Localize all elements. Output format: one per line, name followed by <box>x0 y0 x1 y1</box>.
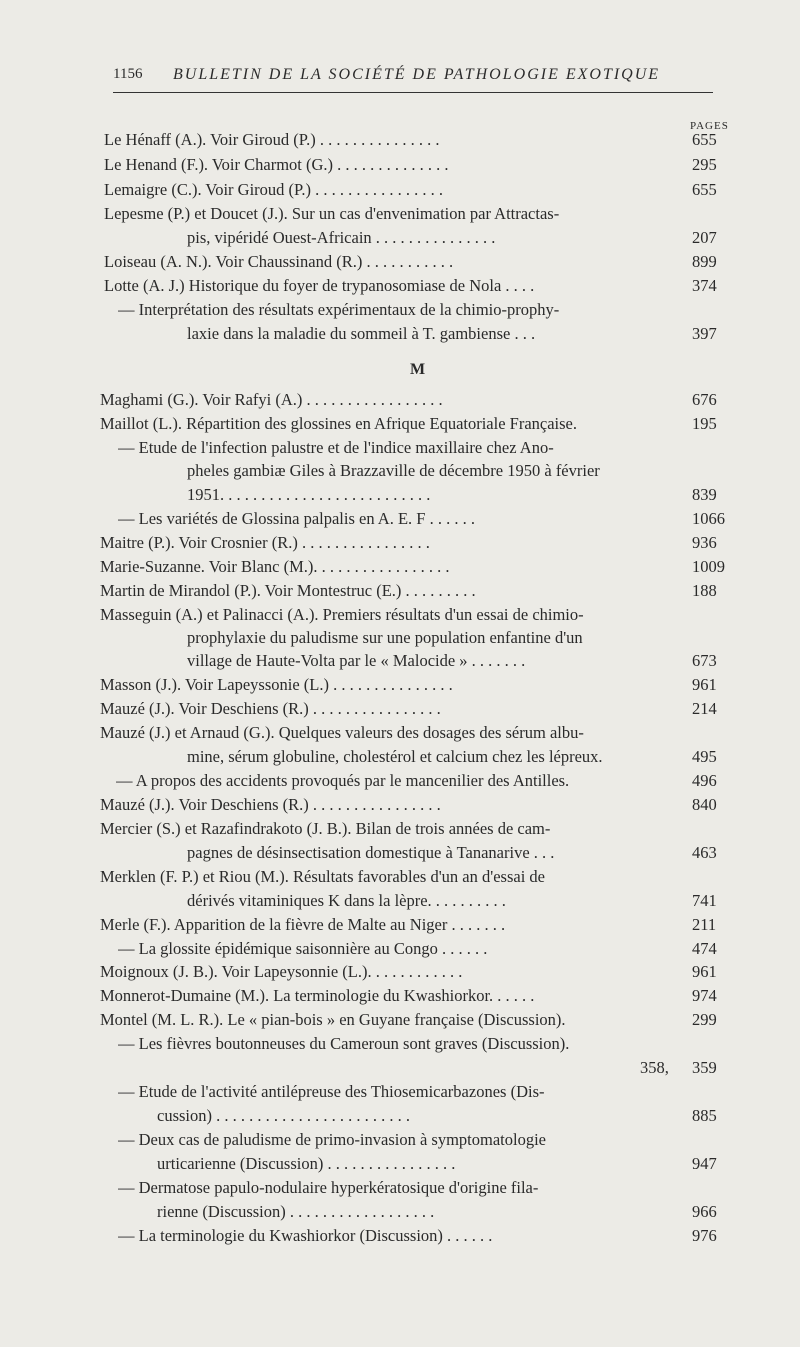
page-ref: 976 <box>692 1226 717 1245</box>
index-line <box>0 675 800 697</box>
index-line <box>0 1106 800 1128</box>
index-line <box>0 605 800 627</box>
page-ref: 207 <box>692 228 717 247</box>
page-ref: 299 <box>692 1010 717 1029</box>
entry-text: — A propos des accidents provoqués par le mancenilier des Antilles. <box>116 771 570 790</box>
entry-text: Lotte (A. J.) Historique du foyer de trypanosomiase de Nola . . . . <box>104 276 535 295</box>
index-line <box>0 628 800 650</box>
page-ref: 741 <box>692 891 717 910</box>
index-line <box>0 581 800 603</box>
index-line <box>0 1154 800 1176</box>
entry-text: — Deux cas de paludisme de primo-invasion à symptomatologie <box>118 1130 546 1149</box>
entry-text: Lepesme (P.) et Doucet (J.). Sur un cas d'envenimation par Attractas- <box>104 204 560 223</box>
index-line <box>0 1226 800 1248</box>
pages-column-label: PAGES <box>690 120 729 132</box>
index-line <box>0 747 800 769</box>
index-line <box>0 1202 800 1224</box>
entry-text: — Les variétés de Glossina palpalis en A. E. F . . . . . . <box>118 509 475 528</box>
page-ref: 655 <box>692 130 717 149</box>
page-ref: 936 <box>692 533 717 552</box>
entry-text: pagnes de désinsectisation domestique à Tananarive . . . <box>187 843 555 862</box>
entry-text: — Interprétation des résultats expérimentaux de la chimio-prophy- <box>118 300 560 319</box>
index-line <box>0 699 800 721</box>
index-line <box>0 1130 800 1152</box>
index-line <box>0 1178 800 1200</box>
entry-text: rienne (Discussion) . . . . . . . . . . . . . . . . . . <box>157 1202 435 1221</box>
entry-text: mine, sérum globuline, cholestérol et calcium chez les lépreux. <box>187 747 603 766</box>
entry-text: Mercier (S.) et Razafindrakoto (J. B.). Bilan de trois années de cam- <box>100 819 551 838</box>
entry-text: Mauzé (J.). Voir Deschiens (R.) . . . . . . . . . . . . . . . . <box>100 699 441 718</box>
page-ref: 673 <box>692 651 717 670</box>
index-line <box>0 228 800 250</box>
index-line <box>0 155 800 177</box>
entry-text: — Etude de l'infection palustre et de l'indice maxillaire chez Ano- <box>118 438 554 457</box>
index-line <box>0 204 800 226</box>
index-line <box>0 867 800 889</box>
entry-text: Moignoux (J. B.). Voir Lapeysonnie (L.). . . . . . . . . . . . <box>100 962 463 981</box>
index-line <box>0 1010 800 1032</box>
page-ref: 359 <box>692 1058 717 1077</box>
index-line <box>0 723 800 745</box>
index-line <box>0 509 800 531</box>
entry-text: Le Henand (F.). Voir Charmot (G.) . . . . . . . . . . . . . . <box>104 155 449 174</box>
entry-text: Masson (J.). Voir Lapeyssonie (L.) . . . . . . . . . . . . . . . <box>100 675 453 694</box>
page-ref: 463 <box>692 843 717 862</box>
page-ref: 676 <box>692 390 717 409</box>
index-line <box>0 557 800 579</box>
page-ref: 974 <box>692 986 717 1005</box>
page-ref: 188 <box>692 581 717 600</box>
index-line <box>0 180 800 202</box>
index-line <box>0 819 800 841</box>
index-line <box>0 324 800 346</box>
page-ref: 961 <box>692 675 717 694</box>
entry-text: Martin de Mirandol (P.). Voir Montestruc (E.) . . . . . . . . . <box>100 581 476 600</box>
page-ref: 397 <box>692 324 717 343</box>
index-line <box>0 1082 800 1104</box>
index-line <box>0 485 800 507</box>
page-ref: 655 <box>692 180 717 199</box>
entry-text: — Les fièvres boutonneuses du Cameroun sont graves (Discussion). <box>118 1034 570 1053</box>
entry-text: cussion) . . . . . . . . . . . . . . . . . . . . . . . . <box>157 1106 410 1125</box>
page-ref: 495 <box>692 747 717 766</box>
entry-text: Lemaigre (C.). Voir Giroud (P.) . . . . . . . . . . . . . . . . <box>104 180 443 199</box>
entry-text: — Etude de l'activité antilépreuse des Thiosemicarbazones (Dis- <box>118 1082 545 1101</box>
entry-text: Monnerot-Dumaine (M.). La terminologie du Kwashiorkor. . . . . . <box>100 986 535 1005</box>
entry-text: 1951. . . . . . . . . . . . . . . . . . . . . . . . . . <box>187 485 431 504</box>
page-ref: 1066 <box>692 509 725 528</box>
index-line <box>0 461 800 483</box>
index-line <box>0 438 800 460</box>
entry-text: Maghami (G.). Voir Rafyi (A.) . . . . . . . . . . . . . . . . . <box>100 390 443 409</box>
entry-text: Merklen (F. P.) et Riou (M.). Résultats favorables d'un an d'essai de <box>100 867 546 886</box>
entry-text: — La glossite épidémique saisonnière au Congo . . . . . . <box>118 939 488 958</box>
page-ref: 496 <box>692 771 717 790</box>
page-number: 1156 <box>113 66 143 82</box>
index-line <box>0 939 800 961</box>
index-line <box>0 1034 800 1056</box>
index-line <box>0 414 800 436</box>
entry-text: Loiseau (A. N.). Voir Chaussinand (R.) . . . . . . . . . . . <box>104 252 454 271</box>
entry-text: — Dermatose papulo-nodulaire hyperkératosique d'origine fila- <box>118 1178 539 1197</box>
page-ref: 374 <box>692 276 717 295</box>
index-line <box>0 390 800 412</box>
page-ref: 295 <box>692 155 717 174</box>
index-line <box>0 891 800 913</box>
entry-text: pheles gambiæ Giles à Brazzaville de décembre 1950 à février <box>187 461 600 480</box>
index-line <box>0 300 800 322</box>
page-ref: 839 <box>692 485 717 504</box>
index-line <box>0 795 800 817</box>
running-title: BULLETIN DE LA SOCIÉTÉ DE PATHOLOGIE EXOTIQUE <box>173 66 661 83</box>
entry-text: Mauzé (J.) et Arnaud (G.). Quelques valeurs des dosages des sérum albu- <box>100 723 584 742</box>
entry-text: 358, <box>640 1058 669 1077</box>
index-line <box>0 986 800 1008</box>
page-ref: 947 <box>692 1154 717 1173</box>
entry-text: urticarienne (Discussion) . . . . . . . . . . . . . . . . <box>157 1154 456 1173</box>
entry-text: Maillot (L.). Répartition des glossines en Afrique Equatoriale Française. <box>100 414 578 433</box>
entry-text: Montel (M. L. R.). Le « pian-bois » en Guyane française (Discussion). <box>100 1010 566 1029</box>
page-ref: 840 <box>692 795 717 814</box>
entry-text: Mauzé (J.). Voir Deschiens (R.) . . . . . . . . . . . . . . . . <box>100 795 441 814</box>
entry-text: Marie-Suzanne. Voir Blanc (M.). . . . . . . . . . . . . . . . . <box>100 557 450 576</box>
page-header <box>113 62 713 93</box>
index-line <box>0 276 800 298</box>
page-ref: 899 <box>692 252 717 271</box>
index-line <box>0 915 800 937</box>
index-line <box>0 651 800 673</box>
entry-text: Le Hénaff (A.). Voir Giroud (P.) . . . . . . . . . . . . . . . <box>104 130 440 149</box>
index-line <box>0 962 800 984</box>
page-ref: 961 <box>692 962 717 981</box>
index-line <box>0 252 800 274</box>
index-line <box>0 843 800 865</box>
entry-text: laxie dans la maladie du sommeil à T. gambiense . . . <box>187 324 536 343</box>
page-ref: 195 <box>692 414 717 433</box>
section-letter: M <box>410 361 426 378</box>
entry-text: — La terminologie du Kwashiorkor (Discussion) . . . . . . <box>118 1226 493 1245</box>
index-line <box>0 533 800 555</box>
entry-text: village de Haute-Volta par le « Malocide » . . . . . . . <box>187 651 526 670</box>
index-line <box>0 1058 800 1080</box>
page-ref: 966 <box>692 1202 717 1221</box>
page-ref: 214 <box>692 699 717 718</box>
page-ref: 211 <box>692 915 717 934</box>
entry-text: Masseguin (A.) et Palinacci (A.). Premiers résultats d'un essai de chimio- <box>100 605 584 624</box>
entry-text: Merle (F.). Apparition de la fièvre de Malte au Niger . . . . . . . <box>100 915 506 934</box>
index-line <box>0 130 800 152</box>
entry-text: Maitre (P.). Voir Crosnier (R.) . . . . . . . . . . . . . . . . <box>100 533 430 552</box>
entry-text: pis, vipéridé Ouest-Africain . . . . . . . . . . . . . . . <box>187 228 496 247</box>
index-line <box>0 771 800 793</box>
page-ref: 885 <box>692 1106 717 1125</box>
entry-text: prophylaxie du paludisme sur une population enfantine d'un <box>187 628 583 647</box>
entry-text: dérivés vitaminiques K dans la lèpre. . . . . . . . . . <box>187 891 506 910</box>
page-ref: 474 <box>692 939 717 958</box>
page-ref: 1009 <box>692 557 725 576</box>
